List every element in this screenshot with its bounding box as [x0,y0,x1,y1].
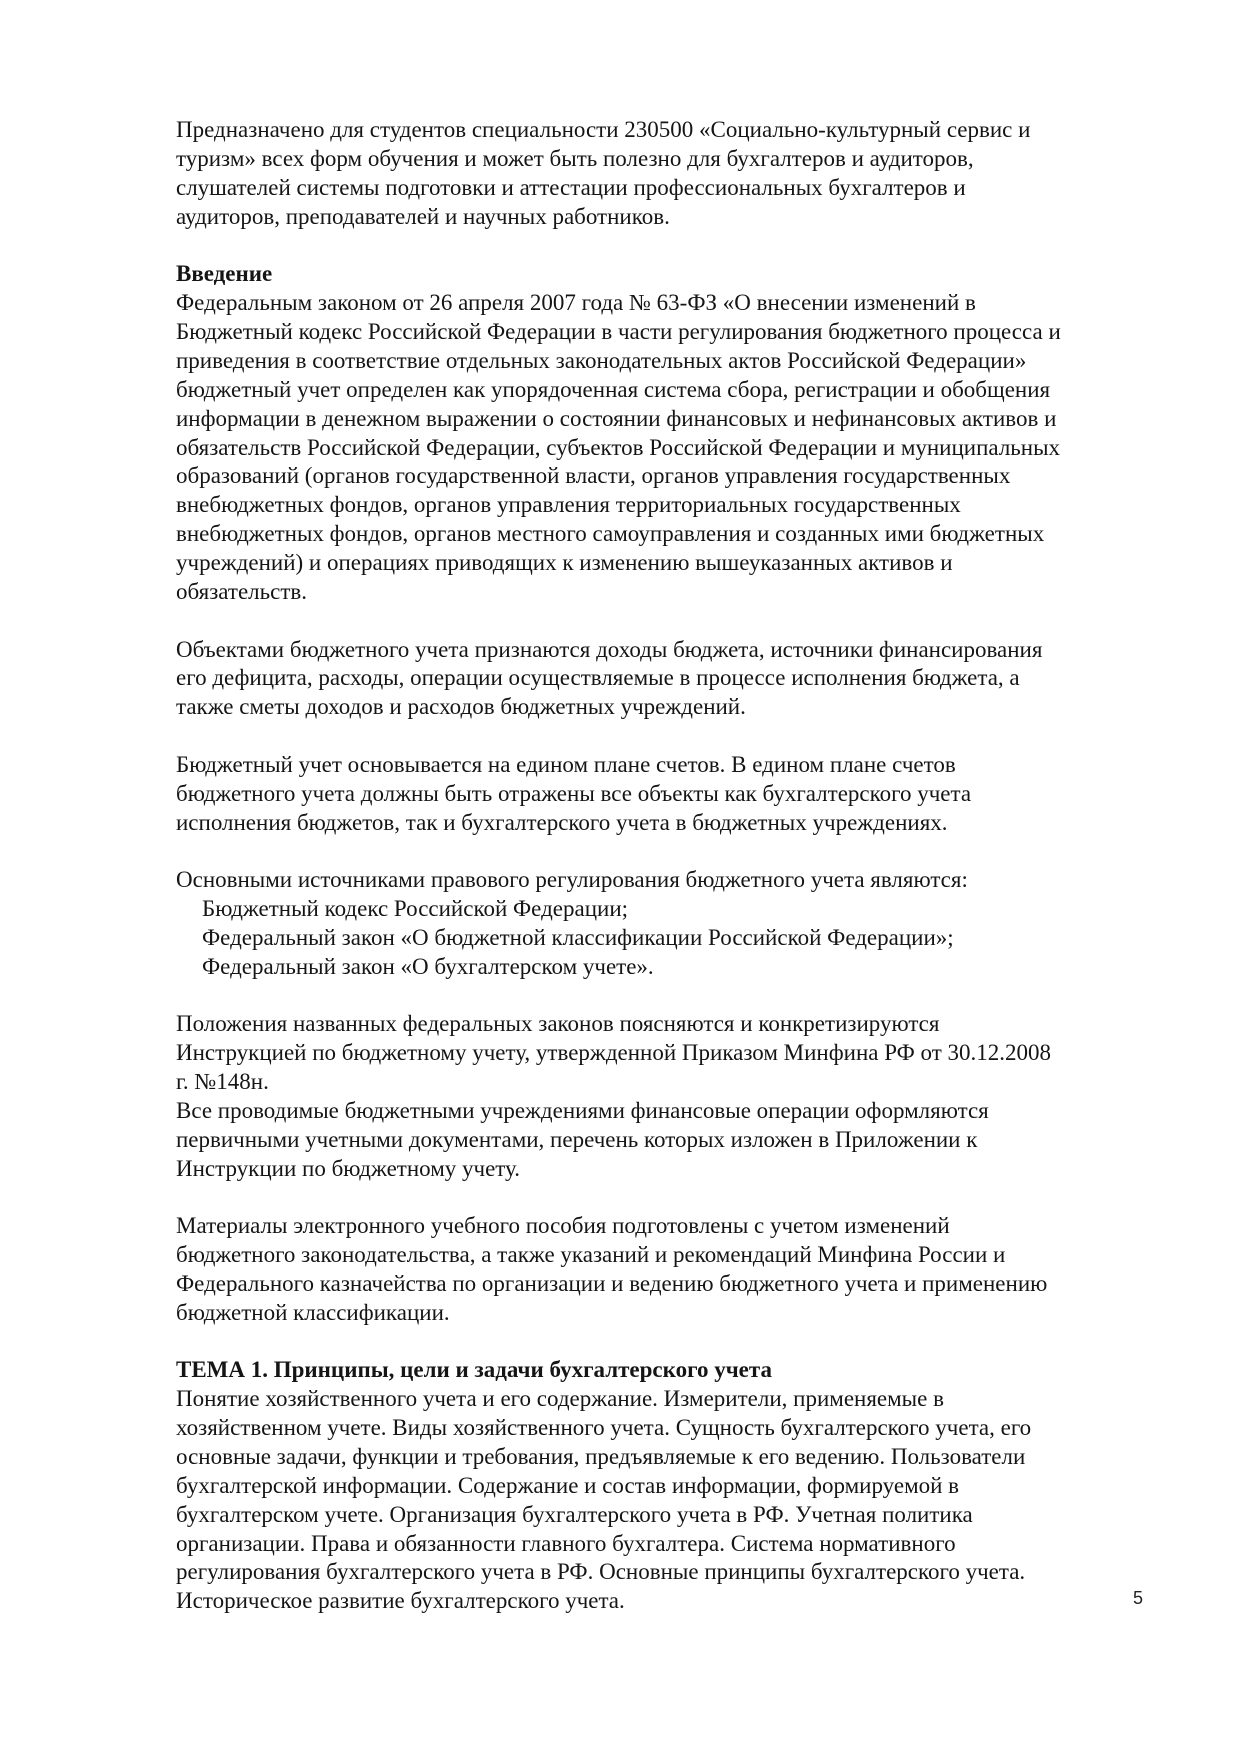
document-page [176,116,1166,1616]
spacer [176,982,1166,1011]
topic1-body: Понятие хозяйственного учета и его содержание. Измерители, применяемые в хозяйственном учете. Виды хозяйственного учета. Сущность бухгалтерского учета, его основные задачи, функции и требования, предъявляемые к его ведению. Пользователи бухгалтерской информации. Содержание и состав информации, формируемой в бухгалтерском учете. Организация бухгалтерского учета в РФ. Учетная политика организации. Права и обязанности главного бухгалтера. Система нормативного регулирования бухгалтерского учета в РФ. Основные принципы бухгалтерского учета. Историческое развитие бухгалтерского учета. [176,1386,1032,1614]
source-item: Федеральный закон «О бухгалтерском учете». [202,953,654,979]
materials-paragraph: Материалы электронного учебного пособия подготовлены с учетом изменений бюджетного законодательства, а также указаний и рекомендаций Минфина России и Федерального казначейства по организации и ведению бюджетного учета и применению бюджетной классификации. [176,1213,1048,1325]
sources-lead: Основными источниками правового регулирования бюджетного учета являются: [176,866,968,892]
topic1-heading: ТЕМА 1. Принципы, цели и задачи бухгалтерского учета [176,1357,772,1383]
spacer [176,232,1166,261]
source-item: Федеральный закон «О бюджетной классификации Российской Федерации»; [202,924,954,950]
provisions-paragraph-2: Все проводимые бюджетными учреждениями финансовые операции оформляются первичными учетными документами, перечень которых изложен в Приложении к Инструкции по бюджетному учету. [176,1097,989,1181]
intro-purpose-paragraph: Предназначено для студентов специальности 230500 «Социально-культурный сервис и туризм» всех форм обучения и может быть полезно для бухгалтеров и аудиторов, слушателей системы подготовки и аттестации профессиональных бухгалтеров и аудиторов, преподавателей и научных работников. [176,117,1031,229]
intro-paragraph-2: Объектами бюджетного учета признаются доходы бюджета, источники финансирования его дефицита, расходы, операции осуществляемые в процессе исполнения бюджета, а также сметы доходов и расходов бюджетных учреждений. [176,636,1043,720]
spacer [176,722,1166,751]
spacer [176,1184,1166,1213]
intro-paragraph-1: Федеральным законом от 26 апреля 2007 года № 63-ФЗ «О внесении изменений в Бюджетный кодекс Российской Федерации в части регулирования бюджетного процесса и приведения в соответствие отдельных законодательных актов Российской Федерации» бюджетный учет определен как упорядоченная система сбора, регистрации и обобщения информации в денежном выражении о состоянии финансовых и нефинансовых активов и обязательств Российской Федерации, субъектов Российской Федерации и муниципальных образований (органов государственной власти, органов управления государственных внебюджетных фондов, органов управления территориальных государственных внебюджетных фондов, органов местного самоуправления и созданных ими бюджетных учреждений) и операциях приводящих к изменению вышеуказанных активов и обязательств. [176,290,1061,605]
source-item: Бюджетный кодекс Российской Федерации; [202,895,629,921]
spacer [176,607,1166,636]
page-number: 5 [1133,1588,1144,1608]
intro-paragraph-3: Бюджетный учет основывается на едином плане счетов. В едином плане счетов бюджетного учета должны быть отражены все объекты как бухгалтерского учета исполнения бюджетов, так и бухгалтерского учета в бюджетных учреждениях. [176,751,972,835]
spacer [176,837,1166,866]
provisions-paragraph-1: Положения названных федеральных законов поясняются и конкретизируются Инструкцией по бюджетному учету, утвержденной Приказом Минфина РФ от 30.12.2008 г. №148н. [176,1011,1052,1094]
intro-heading: Введение [176,261,273,287]
spacer [176,1328,1166,1357]
